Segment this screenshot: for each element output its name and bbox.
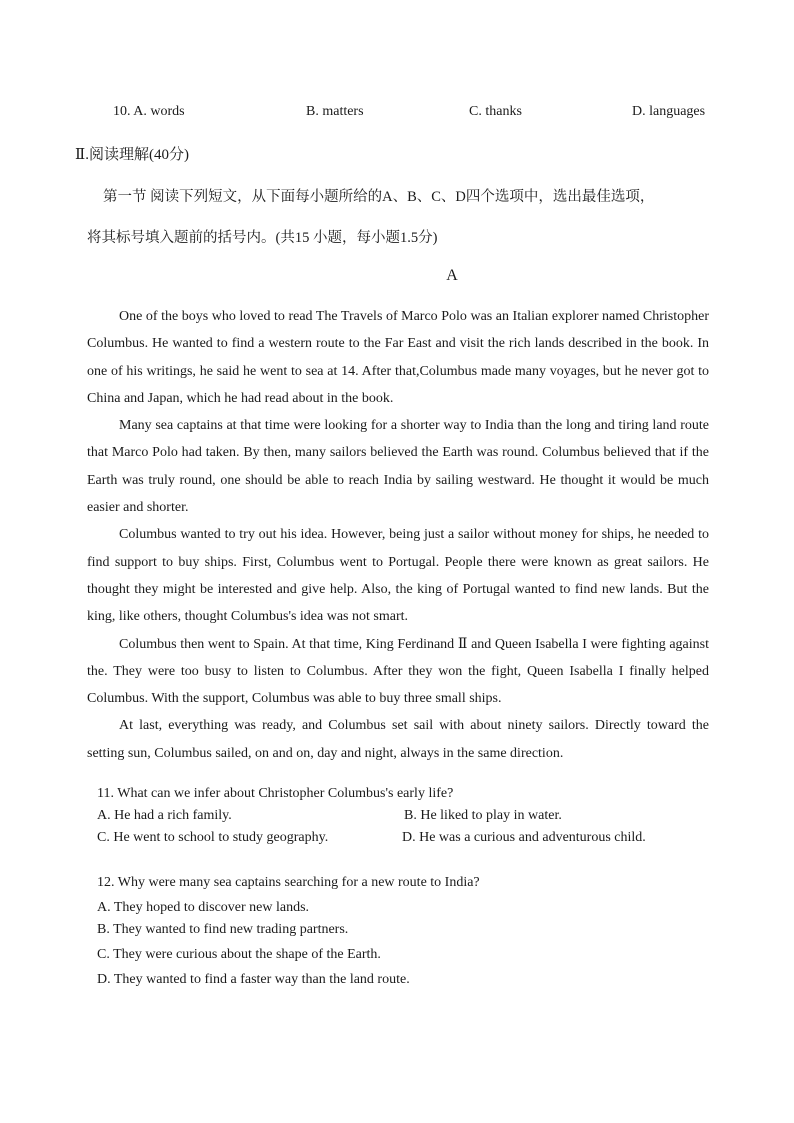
q10-option-d: D. languages <box>632 104 706 119</box>
q11-option-d: D. He was a curious and adventurous child. <box>402 830 646 845</box>
q12-stem: 12. Why were many sea captains searching for a new route to India? <box>97 875 480 890</box>
passage-paragraph: Many sea captains at that time were looking for a shorter way to India than the long and tiring land route that Marco Polo had taken. By then, many sailors believed the Earth was round. Columbus believed that if the Earth was truly round, one should be able to reach India by sailing westward. He thought it would be much easier and shorter. <box>87 418 709 516</box>
q12-option-a: A. They hoped to discover new lands. <box>97 900 310 915</box>
passage-body <box>87 303 709 767</box>
passage-paragraph: Columbus wanted to try out his idea. However, being just a sailor without money for ships, he needed to find support to buy ships. First, Columbus went to Portugal. People there were known as great sailors. He thought they might be interested and give help. Also, the king of Portugal wanted to find new lands. But the king, like others, thought Columbus's idea was not smart. <box>87 527 709 625</box>
passage-paragraph: Columbus then went to Spain. At that time, King Ferdinand Ⅱ and Queen Isabella I were fighting against the. They were too busy to listen to Columbus. After they won the fight, Queen Isabella I finally helped Columbus. With the support, Columbus was able to buy three small ships. <box>87 636 709 707</box>
q11-stem: 11. What can we infer about Christopher Columbus's early life? <box>97 786 454 801</box>
q11-option-b: B. He liked to play in water. <box>404 808 562 823</box>
q11-option-a: A. He had a rich family. <box>97 808 232 823</box>
instruction-line-1: 第一节 阅读下列短文，从下面每小题所给的A、B、C、D四个选项中，选出最佳选项， <box>103 189 655 205</box>
passage-paragraph: One of the boys who loved to read The Travels of Marco Polo was an Italian explorer named Christopher Columbus. He wanted to find a western route to the Far East and visit the rich lands described in the book. In one of his writings, he said he went to sea at 14. After that,Columbus made many voyages, but he never got to China and Japan, which he had read about in the book. <box>87 309 709 406</box>
q10-option-b: B. matters <box>306 104 364 119</box>
q10-option-c: C. thanks <box>469 104 522 119</box>
q10-option-a: 10. A. words <box>113 104 185 119</box>
instruction-line-2: 将其标号填入题前的括号内。(共15 小题，每小题1.5分) <box>87 230 438 246</box>
passage-paragraph: At last, everything was ready, and Columbus set sail with about ninety sailors. Directly toward the setting sun, Columbus sailed, on and on, day and night, always in the same direction. <box>87 718 709 761</box>
q12-option-b: B. They wanted to find new trading partners. <box>97 922 349 937</box>
q11-option-c: C. He went to school to study geography. <box>97 830 329 845</box>
q12-option-c: C. They were curious about the shape of the Earth. <box>97 947 381 962</box>
q12-option-d: D. They wanted to find a faster way than the land route. <box>97 972 410 987</box>
section-heading: Ⅱ.阅读理解(40分) <box>75 147 189 163</box>
passage-title: A <box>446 267 458 284</box>
